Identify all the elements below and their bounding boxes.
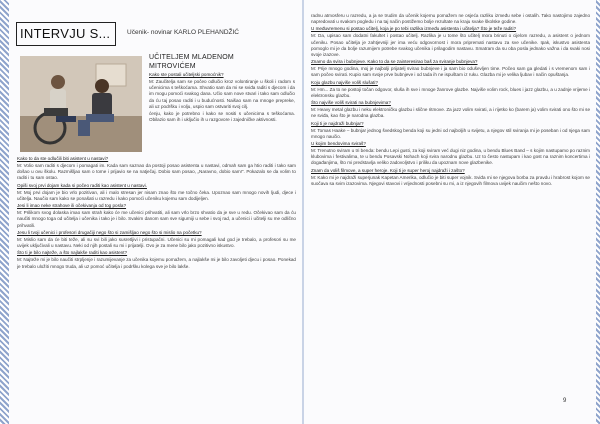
page-number: 9 <box>563 398 567 404</box>
interview-question: Jesu li tvoji učenici i profesori drugačiji nego što si zamišljao nego što si mislio na početku? <box>17 229 202 235</box>
interview-answer: M: Heavy metal glazbu i neku elektroničku glazbu i slične ritmove. Za jazz volim svirati, a i rijetko ko (barem ja) volim svirati ono što mi se ne sviđa, kao što je narodna glazba. <box>311 107 590 119</box>
left-body-text <box>17 156 296 422</box>
interview-question: Koju glazbu najviše voliš slušati? <box>311 79 378 85</box>
interview-answer: M: Volio sam raditi s djecom i pomagati im. Kada sam saznao da postoji posao asistenta u nastavi, odmah sam ga htio raditi i tako sam došao u ovu školu. Razmišljao sam o tome i prijavio se na natječaj. Dobio sam posao, „Naravno, dobio sam!“. Pokazalo se da volim to raditi i tu sam ostao. <box>17 163 296 181</box>
photo-illustration <box>20 56 142 152</box>
interview-subtitle: UČITELJEM MLADENOM MITROVIĆEM <box>149 54 234 70</box>
interview-question: Što najviše voliš svirati na bubnjevima? <box>311 100 391 106</box>
interview-question: Opiši svoj prvi dojam kada si počeo raditi kao asistent u nastavi. <box>17 182 147 188</box>
right-border-hatch <box>596 0 600 424</box>
interview-answer: radnu atmosferu u razredu, a ja se trudim da učenik kojemu pomažem ne osjeća razliku između sebe i ostalih. Tako nastojimo zajedno napredovati u svakom pogledu i na taj način postižemo bolje rezultate na kraju svake školske godine. <box>311 13 590 25</box>
interview-answer: M: Kako mi je najdraži superjunak Kapetan Amerika, odlučio je biti super vojnik. Sviđa mi se njegova borba za pravdu i hrabrost kojom se suočava sa svim izazovima. Njegovi stavovi i vrijednosti posebni su mi, a iz njegovih filmova uvijek naučim nešto novo. <box>311 174 590 186</box>
interview-answer: M: Tomas Haake – bubnjar jednog švedskog benda koji su jedni od najboljih u svijetu, a njegov stil sviranja mi je poseban i od njega sam mnogo naučio. <box>311 127 590 139</box>
interview-question: Kako ste postali učiteljski pomoćnik? <box>149 72 224 77</box>
interview-title: INTERVJU S... <box>16 22 116 46</box>
interview-question: Znam da voliš filmove, a super heroje. Koji ti je super heroj najdraži i zašto? <box>311 167 465 173</box>
interview-answer: M: Prije mnogo godina, moj je najbolji prijatelj svirao bubnjeve i ja sam bio oduševljen time. Počeo sam ga gledati i s vremenom sam i sam počeo svirati. Kupio sam svoje prve bubnjeve i od tada ih ne ispuštam iz ruku. Glazba mi je velika ljubav i način opuštanja. <box>311 66 590 78</box>
interview-answer: M: Hm... Za to ne postoji točan odgovor, sluša ih sve i mnoge žanrove glazbe. Najviše volim rock, blues i jazz glazbu, a u zadnje vrijeme i elektronsku glazbu. <box>311 86 590 98</box>
author-byline: Učenik- novinar KARLO PLEHANDŽIĆ <box>127 29 239 36</box>
left-top-text <box>149 72 295 156</box>
interview-question: Znamo da svira i bubnjeve. Kako to da se zainteresirao baš za sviranje bubnjeva? <box>311 59 478 65</box>
interview-answer: M: Prilikom svog dolaska imao sam strah kako će me učenici prihvatiti, ali sam vrlo brzo shvatio da je sve u redu. Očekivao sam da ću naučiti mnogo toga od učitelja i učenika i tako je i bilo. Svakim danom sam sve sigurniji u sebe i svoj rad, a učenici i učitelji su me odlično prihvatili. <box>17 210 296 228</box>
interview-answer: M: Zaučitelja sam se počeo odlučio kroz volontiranje u školi i radom s učenicima s teškoćama. Shvatio sam da mi se sviđa raditi s djecom i da im mogu pomoći svakog dana. Učio sam nove stvari i tako sam odlučio da ću taj posao raditi i u budućnosti. Naišao sam na mnoge prepreke, ali uz podršku i volju, uspio sam ostvariti svoj cilj. <box>149 79 295 109</box>
interview-answer: M: Mislio sam da će biti teže, ali su svi bili jako susretljivi i pristupačni. Učenici su mi pomagali kad god je trebalo, a profesori su me uvijek uključivali u nastavu. Neki od njih postali su mi i prijatelji. Ovo je za mene bilo jako pozitivno iskustvo. <box>17 236 296 249</box>
interview-answer: M: Moj prvi dojam je bio vrlo pozitivan, ali i malo stresan jer nisam znao što me točno čeka. Upoznao sam mnogo novih ljudi, djece i učitelja. Naučio sam kako se ponašati u razredu i kako pomoći učeniku kojemu sam dodijeljen. <box>17 189 296 201</box>
interview-question: Koji ti je najdraži bubnjar? <box>311 120 364 126</box>
interview-question: U međuvremenu si postao učitelj, koja je po tebi razlika između asistenta i učitelja? Što je teže raditi? <box>311 26 517 32</box>
right-body-text <box>311 13 590 411</box>
interview-answer: M: Da, upisao sam dodatni fakultet i postao učitelj. Razlika je u tome što učitelj mora brinuti o cijelom razredu, a asistent o jednom učeniku. Posao učitelja je zahtjevniji jer ima veću odgovornost i mora pripremati nastavu za sve učenike. Ipak, iskustvo asistenta pomoglo mi je da bolje razumijem potrebe svakog učenika i prilagodim nastavu. Smatram da su oba posla jednako važna i da svaki nosi svoje izazove. <box>311 33 590 57</box>
interview-question: Kako to da ste odlučili biti asistent u nastavi? <box>17 156 109 161</box>
left-page <box>9 0 302 424</box>
interview-answer: ćenju, kako je potrebno i kako se nositi s učenicima s teškoćama. Obilazio sam ih i uključio ih u razgovore i zajedničke aktivnosti. <box>149 110 295 123</box>
left-border-hatch <box>0 0 9 424</box>
interview-photo <box>20 56 142 152</box>
right-page <box>304 0 596 424</box>
interview-question: U kojim bendovima sviraš? <box>311 140 366 146</box>
interview-answer: M: Najteže mi je bilo naučiti strpljenje i razumijevanje za učenika kojemu pomažem, a najlakše mi je bilo zavoljeti djecu i posao. Ponekad je trebalo uložiti mnogo truda, ali uz pomoć učitelja i podršku kolega sve je bilo lakše. <box>17 257 296 269</box>
interview-answer: M: Trenutno sviram u tri benda: bendu Lepi gusti, za koji sviram već dugi niz godina, u bendu Blues Band – s kojim nastupamo po raznim klubovima i festivalima, te u bendu Posavski Nohach koji svira narodnu glazbu. Uz to često nastupam i kao gost na raznim koncertima i događanjima, što mi predstavlja veliko zadovoljstvo i priliku da upoznam nove glazbenike. <box>311 148 590 166</box>
interview-question: Što ti je bilo najteže, a što najlakše raditi kao asistent? <box>17 250 128 256</box>
interview-question: Jesi li imao neke strahove ili očekivanja od tog posla? <box>17 203 127 209</box>
